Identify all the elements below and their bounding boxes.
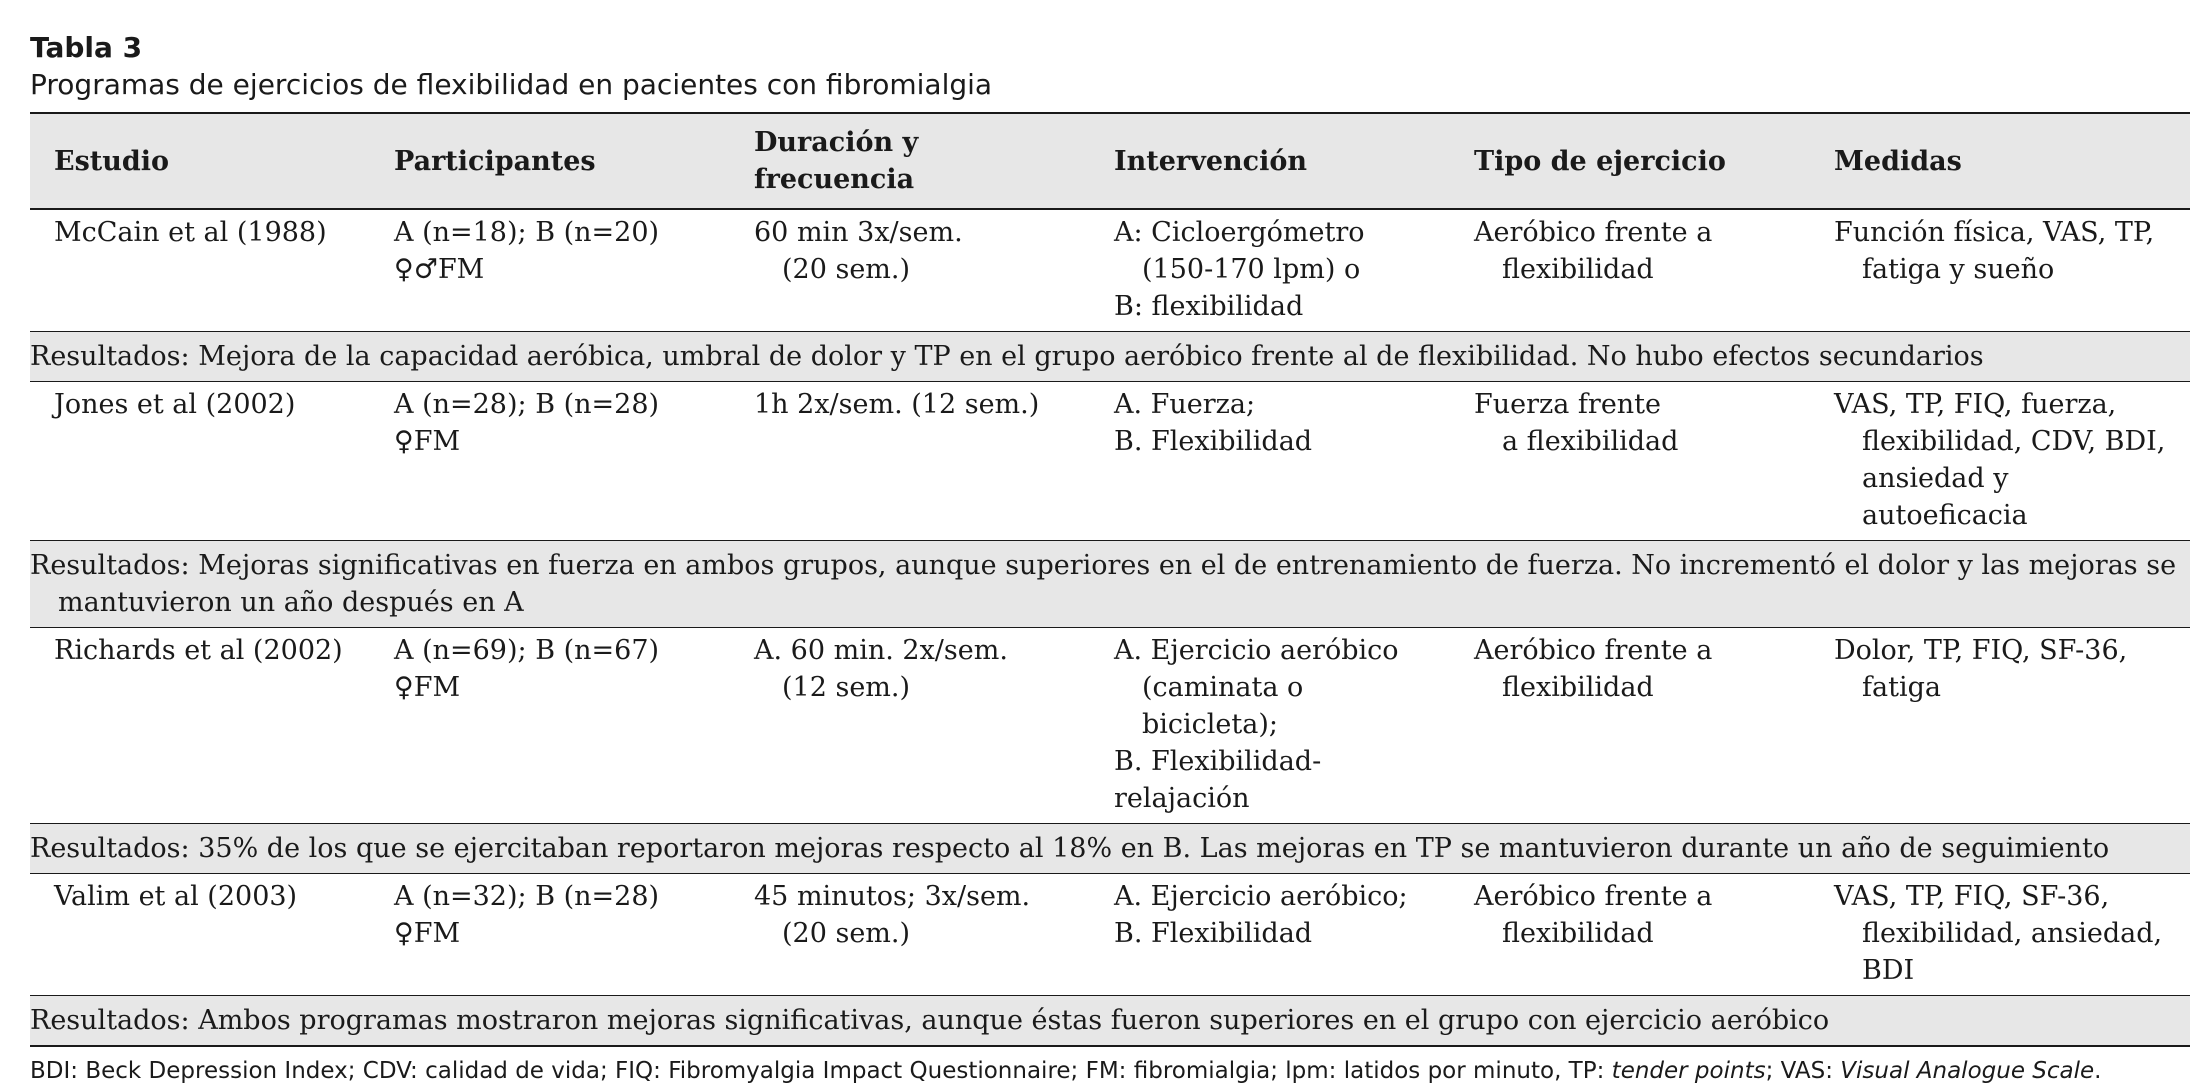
duracion-line: A. 60 min. 2x/sem. <box>754 635 1008 666</box>
cell-participantes: A (n=28); B (n=28) ♀FM <box>370 382 730 541</box>
studies-table <box>30 112 2190 1047</box>
results-row <box>30 824 2190 874</box>
results-text: Resultados: 35% de los que se ejercitaban reportaron mejoras respecto al 18% en B. Las mejoras en TP se mantuvieron durante un año de seguimiento <box>30 824 2190 874</box>
footnote-italic: Visual Analogue Scale <box>1840 1058 2095 1084</box>
table-row <box>30 209 2190 332</box>
cell-duracion <box>730 382 1090 541</box>
intervencion-line: (caminata o bicicleta); <box>1142 672 1304 740</box>
cell-tipo <box>1450 382 1810 541</box>
intervencion-line: B. Flexibilidad-relajación <box>1114 746 1322 814</box>
intervencion-line: B. Flexibilidad <box>1114 426 1313 457</box>
header-estudio: Estudio <box>54 145 170 177</box>
tipo-line: Fuerza frente <box>1474 389 1662 420</box>
cell-intervencion <box>1090 382 1450 541</box>
duracion-line: 45 minutos; 3x/sem. <box>754 881 1031 912</box>
medidas-line: flexibilidad, CDV, BDI, <box>1862 426 2166 457</box>
footnote-text: . <box>2094 1058 2102 1084</box>
cell-participantes: A (n=32); B (n=28) ♀FM <box>370 874 730 996</box>
results-text: Resultados: Mejoras significativas en fuerza en ambos grupos, aunque superiores en el de entrenamiento de fuerza. No incrementó el dolor y las mejoras se mantuvieron un año después en A <box>30 541 2190 628</box>
results-text: Resultados: Ambos programas mostraron mejoras significativas, aunque éstas fueron superiores en el grupo con ejercicio aeróbico <box>30 996 2190 1047</box>
cell-medidas <box>1810 874 2190 996</box>
intervencion-line: A. Ejercicio aeróbico; <box>1114 881 1408 912</box>
cell-estudio: Jones et al (2002) <box>30 382 370 541</box>
medidas-line: VAS, TP, FIQ, SF-36, <box>1834 881 2110 912</box>
cell-duracion <box>730 628 1090 824</box>
tipo-line: flexibilidad <box>1502 672 1654 703</box>
results-row <box>30 996 2190 1047</box>
footnote-italic: tender points <box>1611 1058 1766 1084</box>
medidas-line: Dolor, TP, FIQ, SF-36, <box>1834 635 2128 666</box>
results-row <box>30 332 2190 382</box>
medidas-line: fatiga <box>1862 672 1941 703</box>
table-label: Tabla 3 <box>30 31 143 64</box>
table-footnote <box>30 1055 2190 1087</box>
cell-tipo <box>1450 874 1810 996</box>
cell-medidas <box>1810 382 2190 541</box>
table-container <box>30 28 2190 1087</box>
tipo-line: Aeróbico frente a <box>1474 881 1713 912</box>
tipo-line: Aeróbico frente a <box>1474 217 1713 248</box>
results-text: Resultados: Mejora de la capacidad aeróbica, umbral de dolor y TP en el grupo aeróbico frente al de flexibilidad. No hubo efectos secundarios <box>30 332 2190 382</box>
medidas-line: BDI <box>1862 955 1915 986</box>
header-intervencion: Intervención <box>1114 145 1307 177</box>
duracion-line: (12 sem.) <box>782 672 911 703</box>
cell-participantes: A (n=69); B (n=67) ♀FM <box>370 628 730 824</box>
medidas-line: ansiedad y autoeficacia <box>1862 463 2028 531</box>
medidas-line: Función física, VAS, TP, <box>1834 217 2155 248</box>
medidas-line: VAS, TP, FIQ, fuerza, <box>1834 389 2117 420</box>
header-duracion: Duración y frecuencia <box>754 127 919 195</box>
cell-tipo <box>1450 628 1810 824</box>
duracion-line: (20 sem.) <box>782 918 911 949</box>
cell-intervencion <box>1090 209 1450 332</box>
intervencion-line: A. Fuerza; <box>1114 389 1256 420</box>
intervencion-line: (150-170 lpm) o <box>1142 254 1361 285</box>
tipo-line: flexibilidad <box>1502 254 1654 285</box>
intervencion-line: B. Flexibilidad <box>1114 918 1313 949</box>
cell-medidas <box>1810 209 2190 332</box>
header-medidas: Medidas <box>1834 145 1962 177</box>
cell-intervencion <box>1090 628 1450 824</box>
footnote-text: BDI: Beck Depression Index; CDV: calidad de vida; FIQ: Fibromyalgia Impact Questionnaire; FM: fibromialgia; lpm: latidos por minuto, TP: <box>30 1058 1612 1084</box>
duracion-line: 60 min 3x/sem. <box>754 217 963 248</box>
table-row <box>30 874 2190 996</box>
cell-medidas <box>1810 628 2190 824</box>
medidas-line: fatiga y sueño <box>1862 254 2055 285</box>
duracion-line: 1h 2x/sem. (12 sem.) <box>754 389 1040 420</box>
cell-duracion <box>730 874 1090 996</box>
table-header-row <box>30 113 2190 209</box>
cell-participantes: A (n=18); B (n=20) ♀♂FM <box>370 209 730 332</box>
header-participantes: Participantes <box>394 145 596 177</box>
table-row <box>30 382 2190 541</box>
cell-estudio: McCain et al (1988) <box>30 209 370 332</box>
cell-tipo <box>1450 209 1810 332</box>
cell-estudio: Valim et al (2003) <box>30 874 370 996</box>
intervencion-line: B: flexibilidad <box>1114 291 1304 322</box>
table-row <box>30 628 2190 824</box>
intervencion-line: A: Cicloergómetro <box>1114 217 1365 248</box>
medidas-line: flexibilidad, ansiedad, <box>1862 918 2163 949</box>
cell-intervencion <box>1090 874 1450 996</box>
footnote-text: ; VAS: <box>1765 1058 1841 1084</box>
tipo-line: Aeróbico frente a <box>1474 635 1713 666</box>
cell-estudio: Richards et al (2002) <box>30 628 370 824</box>
cell-duracion <box>730 209 1090 332</box>
table-title: Programas de ejercicios de flexibilidad en pacientes con fibromialgia <box>30 68 993 101</box>
header-tipo: Tipo de ejercicio <box>1474 145 1726 177</box>
intervencion-line: A. Ejercicio aeróbico <box>1114 635 1399 666</box>
tipo-line: a flexibilidad <box>1502 426 1679 457</box>
duracion-line: (20 sem.) <box>782 254 911 285</box>
tipo-line: flexibilidad <box>1502 918 1654 949</box>
results-row <box>30 541 2190 628</box>
